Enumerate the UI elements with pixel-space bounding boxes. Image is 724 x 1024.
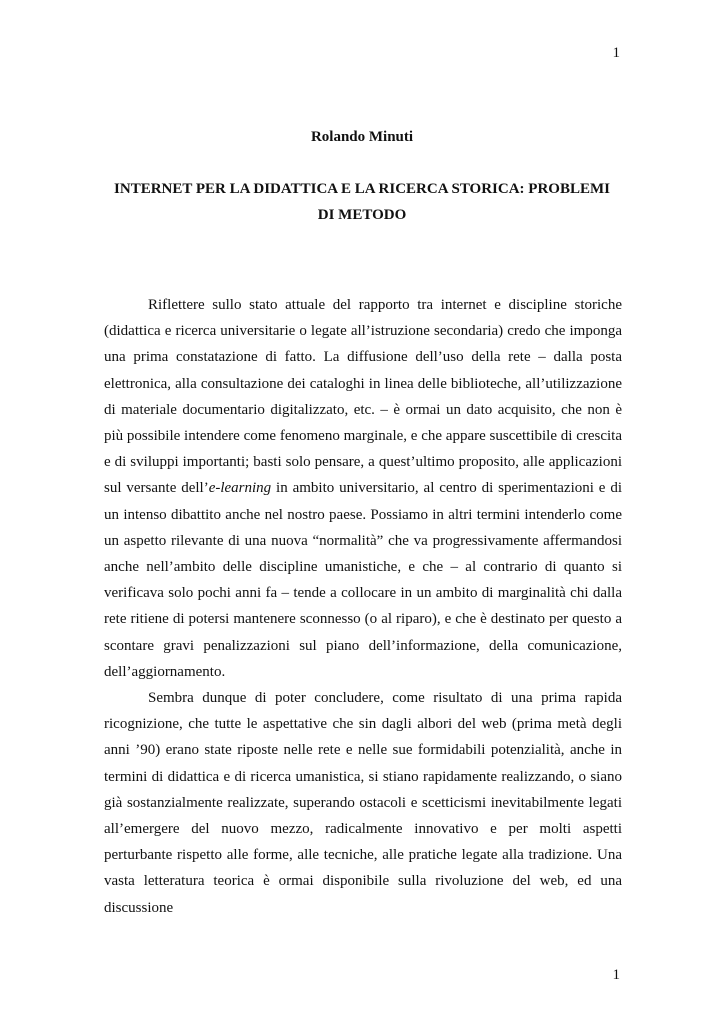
italic-term: e-learning — [208, 480, 272, 497]
page-number-bottom: 1 — [612, 967, 620, 983]
paragraph-1-part-1: Riflettere sullo stato attuale del rapporto tra internet e discipline storiche (didattica e ricerca universitarie o legate all’istruzione secondaria) credo che imponga una prima constatazione di fatto. La diffusione dell’uso della rete – dalla posta elettronica, alla consultazione dei cataloghi in linea delle biblioteche, all’utilizzazione di materiale documentario digitalizzato, etc. – è ormai un dato acquisito, che non è più possibile intendere come fenomeno marginale, e che appare suscettibile di crescita e di sviluppi importanti; basti solo pensare, a quest’ultimo proposito, alle applicazioni sul versante dell’ — [104, 297, 622, 497]
page-number-top: 1 — [612, 45, 620, 61]
paragraph-1-part-2: in ambito universitario, al centro di sperimentazioni e di un intenso dibattito anche nel nostro paese. Possiamo in altri termini intenderlo come un aspetto rilevante di una nuova “normalità” che va progressivamente affermandosi anche nell’ambito delle discipline umanistiche, e che – al contrario di quanto si verificava solo pochi anni fa – tende a collocare in un ambito di marginalità chi dalla rete ritiene di potersi mantenere sconnesso (o al riparo), e che è destinato per questo a scontare gravi penalizzazioni sul piano dell’informazione, della comunicazione, dell’aggiornamento. — [104, 480, 622, 680]
paragraph-1 — [104, 292, 622, 685]
body-text — [104, 292, 622, 921]
document-title: INTERNET PER LA DIDATTICA E LA RICERCA STORICA: PROBLEMI DI METODO — [114, 181, 610, 223]
paragraph-2: Sembra dunque di poter concludere, come risultato di una prima rapida ricognizione, che tutte le aspettative che sin dagli albori del web (prima metà degli anni ’90) erano state riposte nelle rete e nelle sue formidabili potenzialità, anche in termini di didattica e di ricerca umanistica, si stiano rapidamente realizzando, o siano già sostanzialmente realizzate, superando ostacoli e scetticismi inevitabilmente legati all’emergere del nuovo mezzo, radicalmente innovativo e per molti aspetti perturbante rispetto alle forme, alle tecniche, alle pratiche legate alla tradizione. Una vasta letteratura teorica è ormai disponibile sulla rivoluzione del web, ed una discussione — [104, 690, 622, 916]
author-name: Rolando Minuti — [310, 129, 414, 145]
